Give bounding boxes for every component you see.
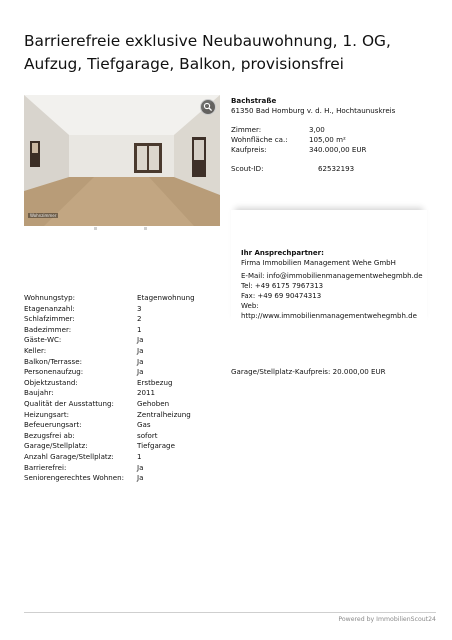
detail-value: Ja (137, 473, 144, 483)
detail-label: Baujahr: (24, 388, 54, 398)
details-list (24, 293, 224, 484)
pagination-dot[interactable] (144, 227, 147, 230)
fact-row (231, 135, 436, 145)
contact-tel: Tel: +49 6175 7967313 (241, 282, 324, 290)
detail-value: Etagenwohnung (137, 293, 195, 302)
detail-label: Seniorengerechtes Wohnen: (24, 473, 124, 483)
fact-label: Kaufpreis: (231, 145, 267, 154)
detail-value: Ja (137, 462, 144, 472)
page-title: Barrierefreie exklusive Neubauwohnung, 1. OG, Aufzug, Tiefgarage, Balkon, provisionsfrei (24, 32, 391, 73)
detail-value: Ja (137, 345, 144, 355)
footer-credit: Powered by ImmobilienScout24 (338, 616, 436, 623)
detail-row (24, 463, 224, 474)
detail-row (24, 388, 224, 399)
detail-label: Gäste-WC: (24, 335, 62, 345)
detail-value: Ja (137, 356, 144, 366)
pagination-dot[interactable] (94, 227, 97, 230)
detail-value: 3 (137, 303, 142, 313)
detail-row (24, 346, 224, 357)
detail-value: Ja (137, 367, 144, 377)
listing-summary (231, 96, 436, 174)
detail-row (24, 399, 224, 410)
detail-value: 2 (137, 314, 142, 324)
fact-label: Zimmer: (231, 125, 262, 134)
fact-value: 340.000,00 EUR (309, 145, 367, 154)
detail-value: Gas (137, 420, 151, 430)
detail-row (24, 293, 224, 304)
parking-price: Garage/Stellplatz-Kaufpreis: 20.000,00 EUR (231, 367, 386, 376)
detail-label: Qualität der Ausstattung: (24, 398, 114, 408)
detail-label: Befeuerungsart: (24, 420, 82, 430)
detail-label: Objektzustand: (24, 377, 78, 387)
detail-row (24, 441, 224, 452)
detail-row (24, 410, 224, 421)
detail-label: Wohnungstyp: (24, 293, 75, 302)
detail-value: 1 (137, 451, 142, 461)
detail-label: Etagenanzahl: (24, 303, 75, 313)
detail-row (24, 357, 224, 368)
detail-label: Balkon/Terrasse: (24, 356, 82, 366)
fact-value: 105,00 m² (309, 135, 346, 144)
detail-row (24, 420, 224, 431)
detail-value: Zentralheizung (137, 409, 191, 419)
listing-photo[interactable] (24, 95, 220, 226)
fact-row (231, 145, 436, 155)
detail-label: Garage/Stellplatz: (24, 441, 88, 451)
contact-heading: Ihr Ansprechpartner: (241, 249, 324, 257)
detail-label: Personenaufzug: (24, 367, 84, 377)
room-photo-image (24, 95, 220, 226)
fact-row (231, 125, 436, 135)
detail-value: 1 (137, 324, 142, 334)
detail-label: Anzahl Garage/Stellplatz: (24, 451, 114, 461)
detail-value: Ja (137, 335, 144, 345)
photo-caption: Wohnzimmer (30, 213, 57, 218)
detail-row (24, 335, 224, 346)
scout-id-row (231, 164, 436, 174)
detail-label: Bezugsfrei ab: (24, 430, 75, 440)
detail-value: Gehoben (137, 398, 170, 408)
fact-value: 3,00 (309, 125, 325, 134)
street-name: Bachstraße (231, 96, 277, 105)
detail-label: Schlafzimmer: (24, 314, 75, 324)
detail-value: Tiefgarage (137, 441, 175, 451)
detail-label: Keller: (24, 345, 47, 355)
magnifier-icon (203, 102, 213, 112)
detail-value: Erstbezug (137, 377, 173, 387)
detail-row (24, 431, 224, 442)
fact-label: Wohnfläche ca.: (231, 135, 288, 144)
contact-email[interactable]: E-Mail: info@immobilienmanagementwehegmbh.de (241, 272, 423, 280)
contact-fax: Fax: +49 69 90474313 (241, 292, 322, 300)
scout-id-value: 62532193 (318, 164, 355, 173)
detail-row (24, 325, 224, 336)
detail-row (24, 452, 224, 463)
contact-company: Firma Immobilien Management Wehe GmbH (241, 259, 396, 267)
detail-row (24, 314, 224, 325)
detail-row (24, 378, 224, 389)
photo-pagination (24, 227, 220, 231)
detail-label: Badezimmer: (24, 324, 72, 334)
detail-row (24, 367, 224, 378)
contact-web-label: Web: (241, 302, 259, 310)
detail-value: sofort (137, 430, 158, 440)
contact-web-link[interactable]: http://www.immobilienmanagementwehegmbh.de (241, 312, 417, 320)
footer-divider (24, 612, 436, 613)
city-line: 61350 Bad Homburg v. d. H., Hochtaunuskreis (231, 106, 396, 115)
detail-label: Barrierefrei: (24, 462, 67, 472)
detail-row (24, 304, 224, 315)
scout-id-label: Scout-ID: (231, 164, 264, 173)
detail-value: 2011 (137, 388, 156, 398)
detail-label: Heizungsart: (24, 409, 70, 419)
detail-row (24, 473, 224, 484)
zoom-button[interactable] (200, 99, 216, 115)
contact-box (231, 210, 427, 328)
